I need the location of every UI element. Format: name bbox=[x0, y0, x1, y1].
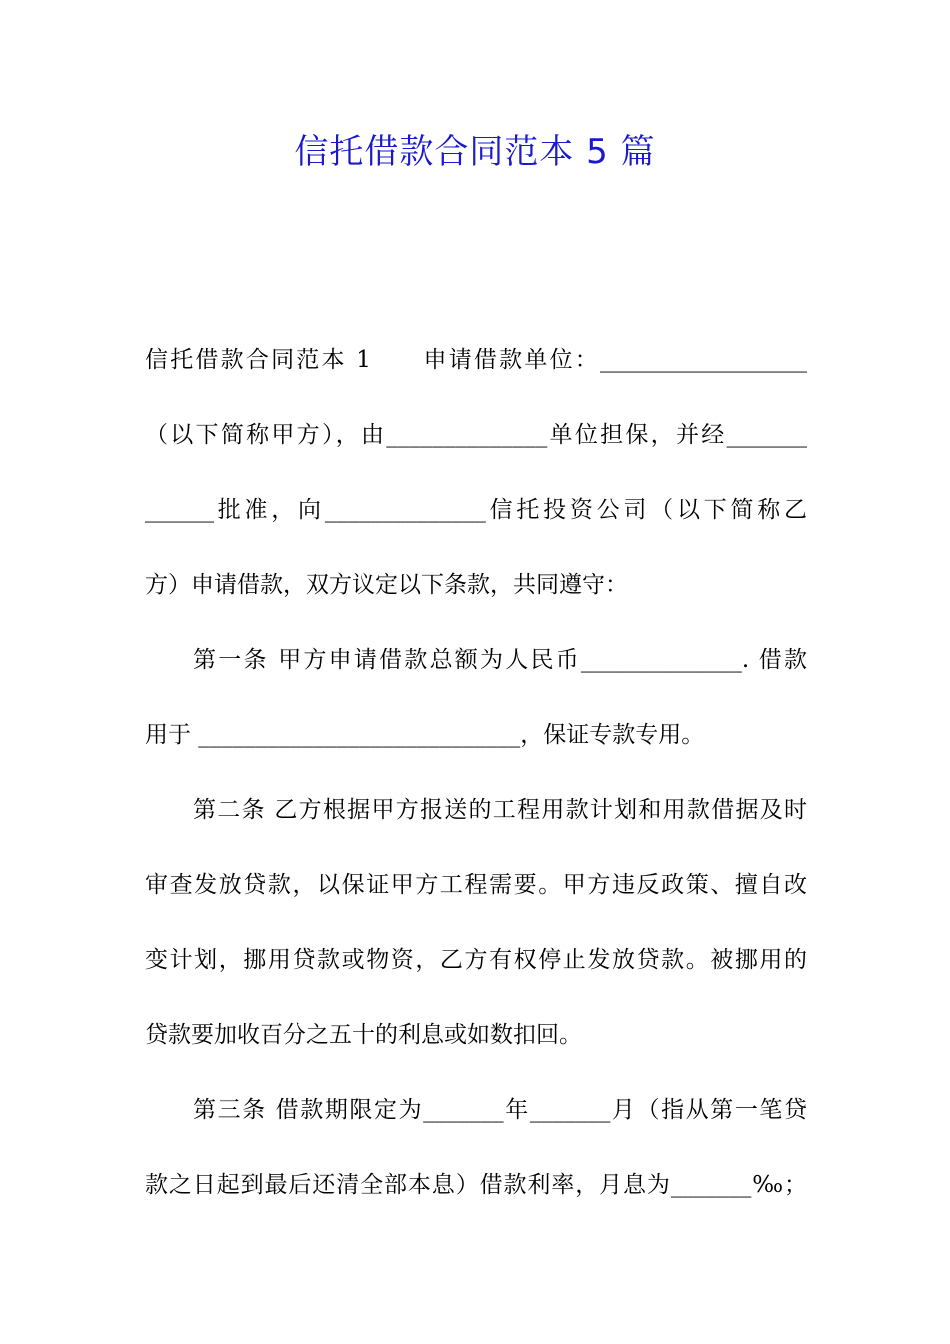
text-line-2: （以下简称甲方），由______________单位担保，并经_______ bbox=[145, 422, 807, 448]
article-2-line-2: 审查发放贷款，以保证甲方工程需要。甲方违反政策、擅自改 bbox=[145, 872, 807, 898]
article-1-line-2: 用于 ____________________________，保证专款专用。 bbox=[145, 722, 705, 748]
contract-body bbox=[145, 334, 807, 1234]
article-2-line-3: 变计划，挪用贷款或物资，乙方有权停止发放贷款。被挪用的 bbox=[145, 947, 807, 973]
article-3-line-1: 第三条 借款期限定为_______年_______月（指从第一笔贷 bbox=[193, 1097, 807, 1123]
text-line-1: 信托借款合同范本 1 申请借款单位：__________________ bbox=[145, 347, 807, 373]
text-line-4: 方）申请借款，双方议定以下条款，共同遵守： bbox=[145, 572, 628, 598]
article-3-line-2: 款之日起到最后还清全部本息）借款利率，月息为_______‰； bbox=[145, 1172, 807, 1198]
article-2-line-4: 贷款要加收百分之五十的利息或如数扣回。 bbox=[145, 1022, 582, 1048]
article-1-line-1: 第一条 甲方申请借款总额为人民币______________. 借款 bbox=[193, 647, 807, 673]
document-title: 信托借款合同范本 5 篇 bbox=[294, 132, 656, 172]
article-2-line-1: 第二条 乙方根据甲方报送的工程用款计划和用款借据及时 bbox=[193, 797, 807, 823]
text-line-3: ______批准，向______________信托投资公司（以下简称乙 bbox=[145, 497, 807, 523]
